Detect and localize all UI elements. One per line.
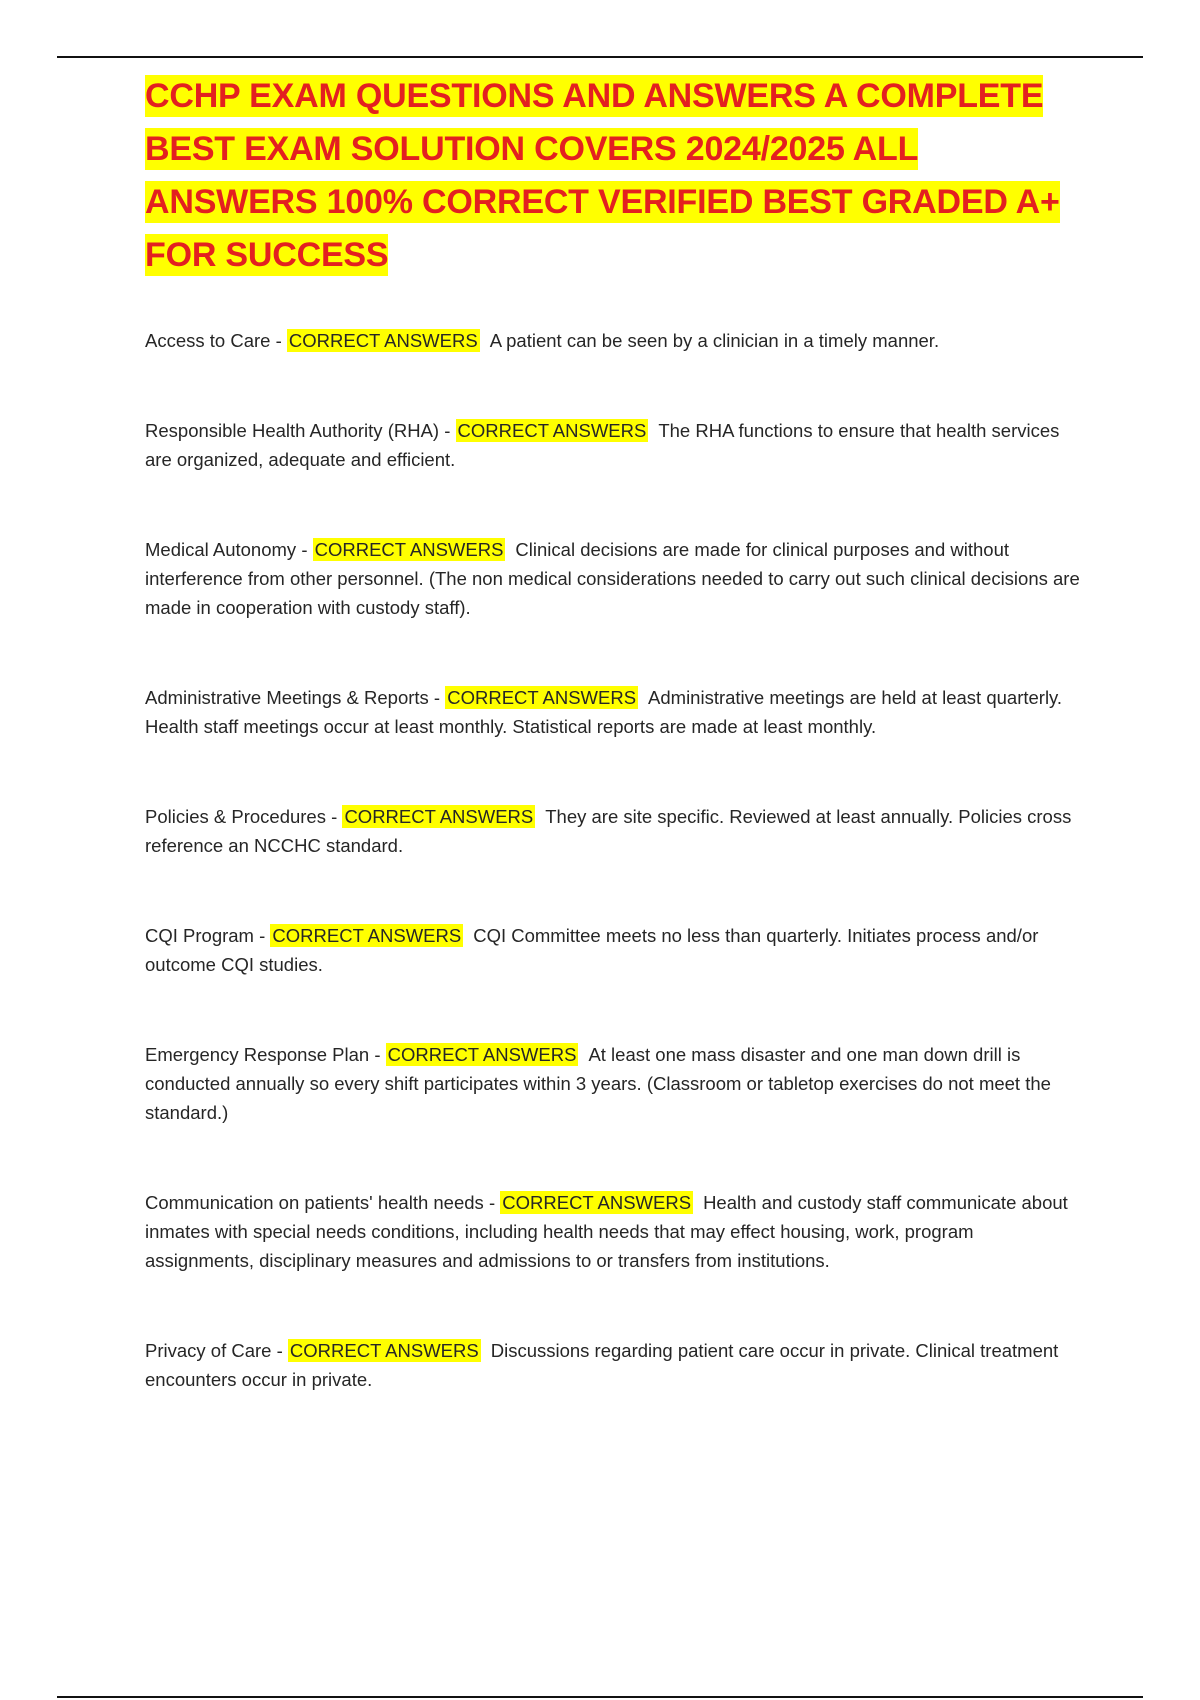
correct-answers-marker: CORRECT ANSWERS <box>272 925 462 946</box>
qa-separator: - <box>276 1340 283 1361</box>
qa-separator: - <box>301 539 308 560</box>
document-title <box>145 70 1065 282</box>
qa-answer: A patient can be seen by a clinician in a timely manner. <box>489 330 940 351</box>
qa-term: Policies & Procedures <box>145 806 326 827</box>
correct-answers-marker: CORRECT ANSWERS <box>387 1044 577 1065</box>
qa-list <box>145 326 1080 1455</box>
title-block <box>145 70 1065 282</box>
bottom-rule <box>57 1696 1143 1698</box>
qa-answer: Discussions regarding patient care occur in private. Clinical treatment encounters occur in private. <box>145 1340 1059 1390</box>
qa-answer: At least one mass disaster and one man down drill is conducted annually so every shift participates within 3 years. (Classroom or tabletop exercises do not meet the standard.) <box>145 1044 1051 1123</box>
correct-answers-marker: CORRECT ANSWERS <box>344 806 534 827</box>
correct-answers-marker: CORRECT ANSWERS <box>447 687 637 708</box>
qa-term: Administrative Meetings & Reports <box>145 687 429 708</box>
qa-separator: - <box>374 1044 381 1065</box>
qa-separator: - <box>331 806 338 827</box>
correct-answers-marker: CORRECT ANSWERS <box>314 539 504 560</box>
qa-item <box>145 1188 1080 1275</box>
qa-separator: - <box>275 330 282 351</box>
qa-answer: Clinical decisions are made for clinical purposes and without interference from other personnel. (The non medical considerations needed to carry out such clinical decisions are made in cooperation with custody staff). <box>145 539 1080 618</box>
document-title-text: CCHP EXAM QUESTIONS AND ANSWERS A COMPLETE BEST EXAM SOLUTION COVERS 2024/2025 ALL ANSWERS 100% CORRECT VERIFIED BEST GRADED A+ FOR SUCCESS <box>145 77 1060 274</box>
top-rule <box>57 56 1143 58</box>
qa-answer: Administrative meetings are held at least quarterly. Health staff meetings occur at least monthly. Statistical reports are made at least monthly. <box>145 687 1063 737</box>
qa-term: Responsible Health Authority (RHA) <box>145 420 440 441</box>
qa-term: Access to Care <box>145 330 271 351</box>
qa-term: Emergency Response Plan <box>145 1044 370 1065</box>
qa-item <box>145 416 1080 474</box>
qa-answer: CQI Committee meets no less than quarterly. Initiates process and/or outcome CQI studies. <box>145 925 1039 975</box>
qa-term: CQI Program <box>145 925 254 946</box>
qa-term: Medical Autonomy <box>145 539 297 560</box>
correct-answers-marker: CORRECT ANSWERS <box>457 420 647 441</box>
qa-answer: Health and custody staff communicate about inmates with special needs conditions, including health needs that may effect housing, work, program assignments, disciplinary measures and admissions to or transfers from institutions. <box>145 1192 1068 1271</box>
qa-separator: - <box>488 1192 496 1213</box>
qa-item <box>145 921 1080 979</box>
qa-item <box>145 535 1080 622</box>
qa-term: Communication on patients' health needs <box>145 1192 484 1213</box>
qa-item <box>145 1040 1080 1127</box>
qa-item <box>145 1336 1080 1394</box>
qa-term: Privacy of Care <box>145 1340 272 1361</box>
qa-item <box>145 326 1080 355</box>
correct-answers-marker: CORRECT ANSWERS <box>502 1192 692 1213</box>
qa-item <box>145 802 1080 860</box>
correct-answers-marker: CORRECT ANSWERS <box>288 330 478 351</box>
qa-separator: - <box>433 687 441 708</box>
qa-separator: - <box>259 925 266 946</box>
qa-item <box>145 683 1080 741</box>
qa-answer: They are site specific. Reviewed at least annually. Policies cross reference an NCCHC standard. <box>145 806 1072 856</box>
qa-separator: - <box>444 420 451 441</box>
qa-answer: The RHA functions to ensure that health services are organized, adequate and efficient. <box>145 420 1060 470</box>
correct-answers-marker: CORRECT ANSWERS <box>289 1340 479 1361</box>
